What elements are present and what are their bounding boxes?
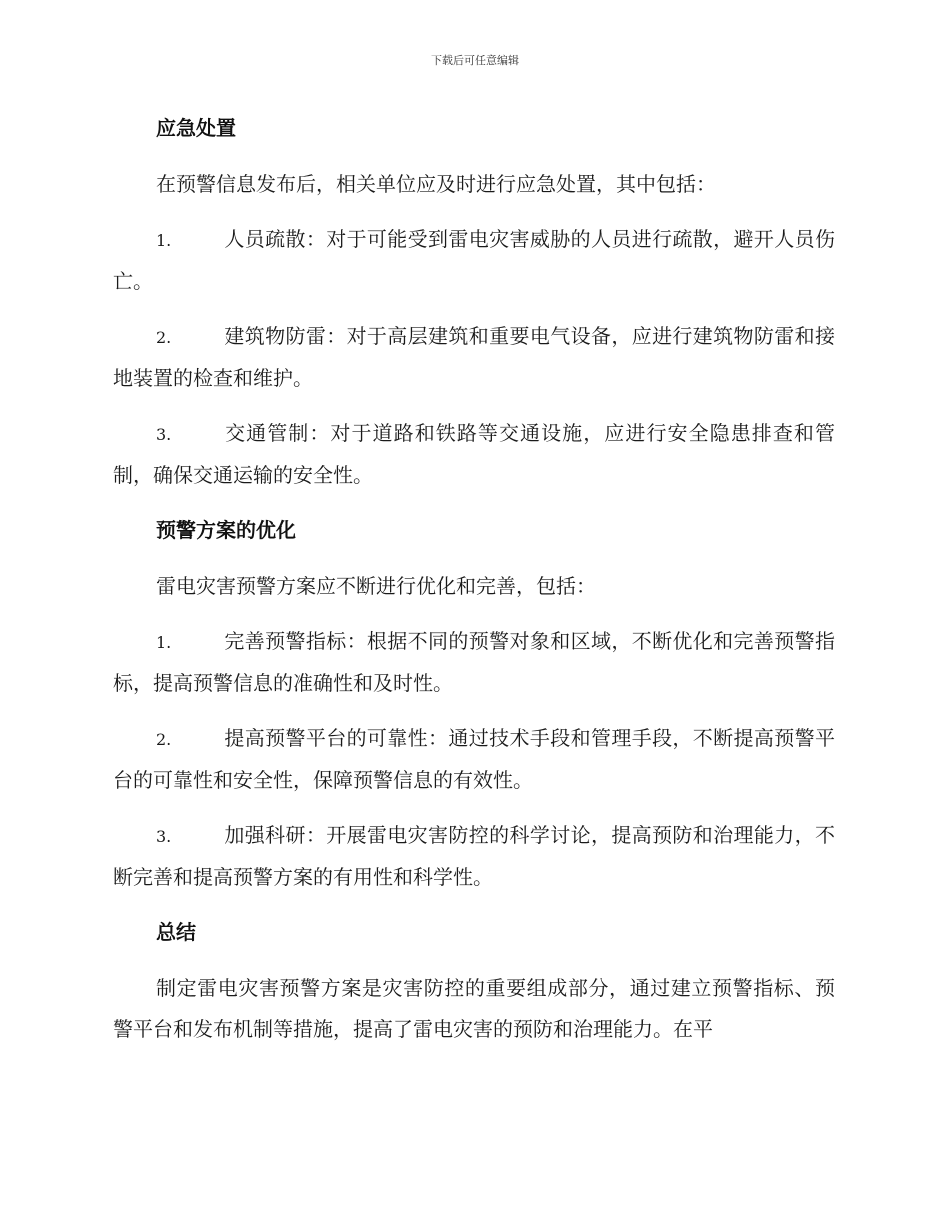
list-item <box>113 413 835 496</box>
list-number: 3. <box>156 425 172 444</box>
list-number: 1. <box>156 633 172 652</box>
list-number: 1. <box>156 231 172 250</box>
document-body <box>113 108 835 1064</box>
list-item-text: 加强科研：开展雷电灾害防控的科学讨论，提高预防和治理能力，不断完善和提高预警方案的有用性和科学性。 <box>113 823 835 889</box>
section-intro-summary: 制定雷电灾害预警方案是灾害防控的重要组成部分，通过建立预警指标、预警平台和发布机制等措施，提高了雷电灾害的预防和治理能力。在平 <box>113 976 835 1041</box>
page-header: 下载后可任意编辑 <box>431 54 519 67</box>
list-number: 3. <box>156 827 172 846</box>
section-heading-emergency: 应急处置 <box>156 116 236 140</box>
list-item-text: 交通管制：对于道路和铁路等交通设施，应进行安全隐患排查和管制，确保交通运输的安全性。 <box>113 421 835 487</box>
list-item-text: 人员疏散：对于可能受到雷电灾害威胁的人员进行疏散，避开人员伤亡。 <box>113 227 835 293</box>
list-item <box>113 316 835 399</box>
list-item <box>113 815 835 898</box>
list-item-text: 建筑物防雷：对于高层建筑和重要电气设备，应进行建筑物防雷和接地装置的检查和维护。 <box>113 324 835 390</box>
section-intro-optimization: 雷电灾害预警方案应不断进行优化和完善，包括： <box>156 574 596 598</box>
list-item <box>113 718 835 801</box>
section-heading-summary: 总结 <box>156 920 196 944</box>
list-number: 2. <box>156 730 172 749</box>
section-intro-emergency: 在预警信息发布后，相关单位应及时进行应急处置，其中包括： <box>156 172 716 196</box>
list-number: 2. <box>156 328 172 347</box>
list-item <box>113 621 835 704</box>
section-heading-optimization: 预警方案的优化 <box>156 518 296 542</box>
list-item-text: 提高预警平台的可靠性：通过技术手段和管理手段，不断提高预警平台的可靠性和安全性，保障预警信息的有效性。 <box>113 726 835 792</box>
list-item <box>113 219 835 302</box>
list-item-text: 完善预警指标：根据不同的预警对象和区域，不断优化和完善预警指标，提高预警信息的准确性和及时性。 <box>113 629 835 695</box>
